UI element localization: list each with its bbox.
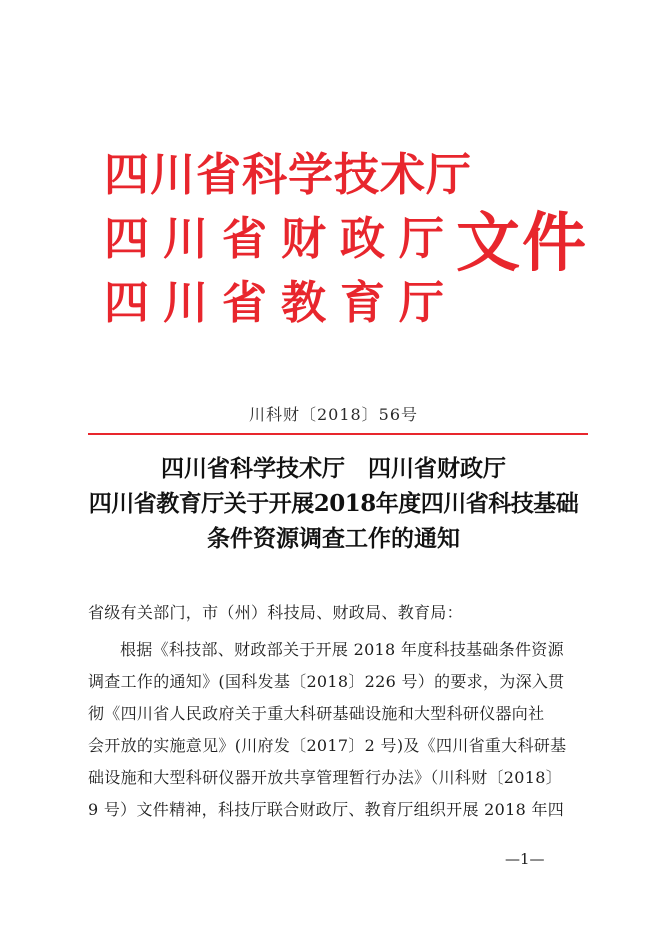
document-label: 文件	[456, 207, 588, 281]
body-line-1: 根据《科技部、财政部关于开展 2018 年度科技基础条件资源	[120, 640, 564, 659]
body-line-5: 础设施和大型科研仪器开放共享管理暂行办法》（川科财〔2018〕	[88, 768, 563, 787]
page-number: —1—	[505, 850, 545, 868]
document-number: 川科财〔2018〕56号	[248, 405, 419, 424]
body-line-3: 彻《四川省人民政府关于重大科研基础设施和大型科研仪器向社	[88, 704, 545, 723]
body-line-6: 9 号）文件精神，科技厅联合财政厅、教育厅组织开展 2018 年四	[88, 800, 565, 819]
notice-title-line-2: 四川省教育厅关于开展2018年度四川省科技基础	[88, 490, 579, 517]
notice-title-line-3: 条件资源调查工作的通知	[207, 525, 460, 552]
red-divider-rule	[88, 433, 588, 435]
salutation: 省级有关部门，市（州）科技局、财政局、教育局：	[88, 603, 463, 622]
body-line-4: 会开放的实施意见》(川府发〔2017〕2 号)及《四川省重大科研基	[88, 736, 567, 755]
issuer-science-technology-dept: 四川省科学技术厅	[104, 148, 473, 201]
body-line-2: 调查工作的通知》(国科发基〔2018〕226 号）的要求，为深入贯	[88, 672, 565, 691]
notice-title-line-1: 四川省科学技术厅 四川省财政厅	[161, 455, 506, 482]
issuer-education-dept: 四川省教育厅	[104, 276, 459, 329]
issuing-authorities-header	[104, 148, 588, 340]
issuer-finance-dept: 四川省财政厅	[104, 212, 459, 265]
